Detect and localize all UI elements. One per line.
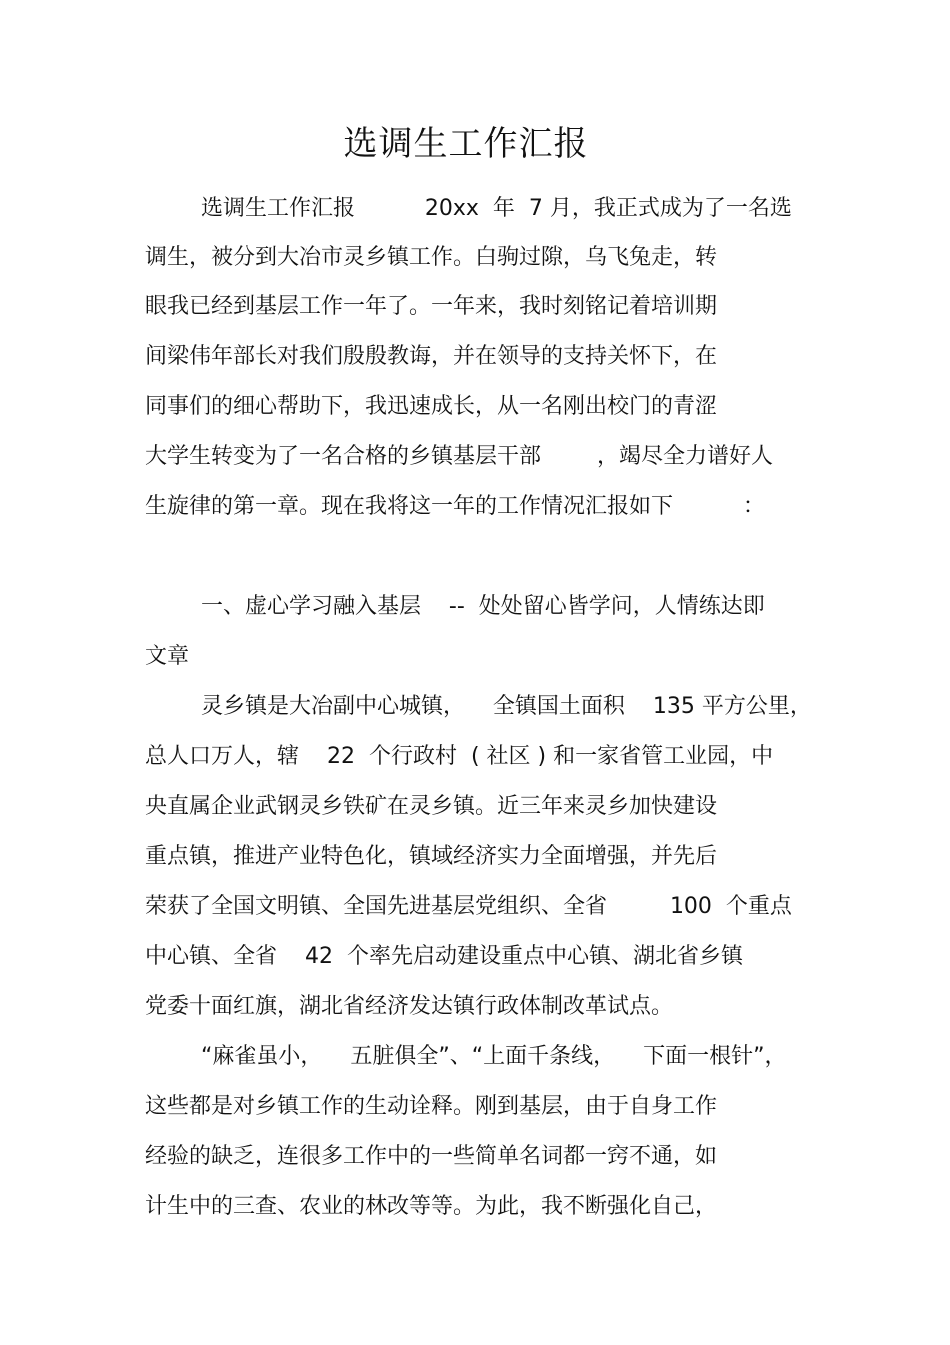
paragraph-line: 同事们的细心帮助下，我迅速成长，从一名刚出校门的青涩 [145, 394, 718, 419]
paragraph-line: 灵乡镇是大冶副中心城镇， 全镇国土面积 135 平方公里， [145, 694, 812, 719]
paragraph-line: 总人口万人，辖 22 个行政村 ( 社区 ) 和一家省管工业园，中 [145, 744, 774, 769]
section-heading-line: 一、虚心学习融入基层 -- 处处留心皆学问，人情练达即 [145, 594, 765, 619]
paragraph-line: 这些都是对乡镇工作的生动诠释。刚到基层，由于自身工作 [145, 1094, 718, 1119]
paragraph-line: 眼我已经到基层工作一年了。一年来，我时刻铭记着培训期 [145, 294, 718, 319]
paragraph-line: 中心镇、全省 42 个率先启动建设重点中心镇、湖北省乡镇 [145, 944, 743, 969]
paragraph-line: “麻雀虽小， 五脏俱全”、“上面千条线， 下面一根针”， [145, 1044, 787, 1069]
paragraph-line: 间梁伟年部长对我们殷殷教诲，并在领导的支持关怀下，在 [145, 344, 718, 369]
paragraph-line: 生旋律的第一章。现在我将这一年的工作情况汇报如下 ： [145, 494, 765, 519]
paragraph-line: 央直属企业武钢灵乡铁矿在灵乡镇。近三年来灵乡加快建设 [145, 794, 718, 819]
paragraph-line: 调生，被分到大冶市灵乡镇工作。白驹过隙，乌飞兔走，转 [145, 245, 718, 270]
section-heading-line: 文章 [145, 644, 190, 669]
paragraph-line: 大学生转变为了一名合格的乡镇基层干部 ，竭尽全力谱好人 [145, 444, 773, 469]
paragraph-line: 计生中的三查、农业的林改等等。为此，我不断强化自己， [145, 1194, 718, 1219]
paragraph-line: 经验的缺乏，连很多工作中的一些简单名词都一窍不通，如 [145, 1144, 718, 1169]
paragraph-line: 党委十面红旗，湖北省经济发达镇行政体制改革试点。 [145, 994, 674, 1019]
paragraph-line: 选调生工作汇报 20xx 年 7 月，我正式成为了一名选 [145, 196, 792, 221]
paragraph-line: 重点镇，推进产业特色化，镇域经济实力全面增强，并先后 [145, 844, 718, 869]
paragraph-line: 荣获了全国文明镇、全国先进基层党组织、全省 100 个重点 [145, 894, 792, 919]
document-title: 选调生工作汇报 [343, 124, 589, 164]
